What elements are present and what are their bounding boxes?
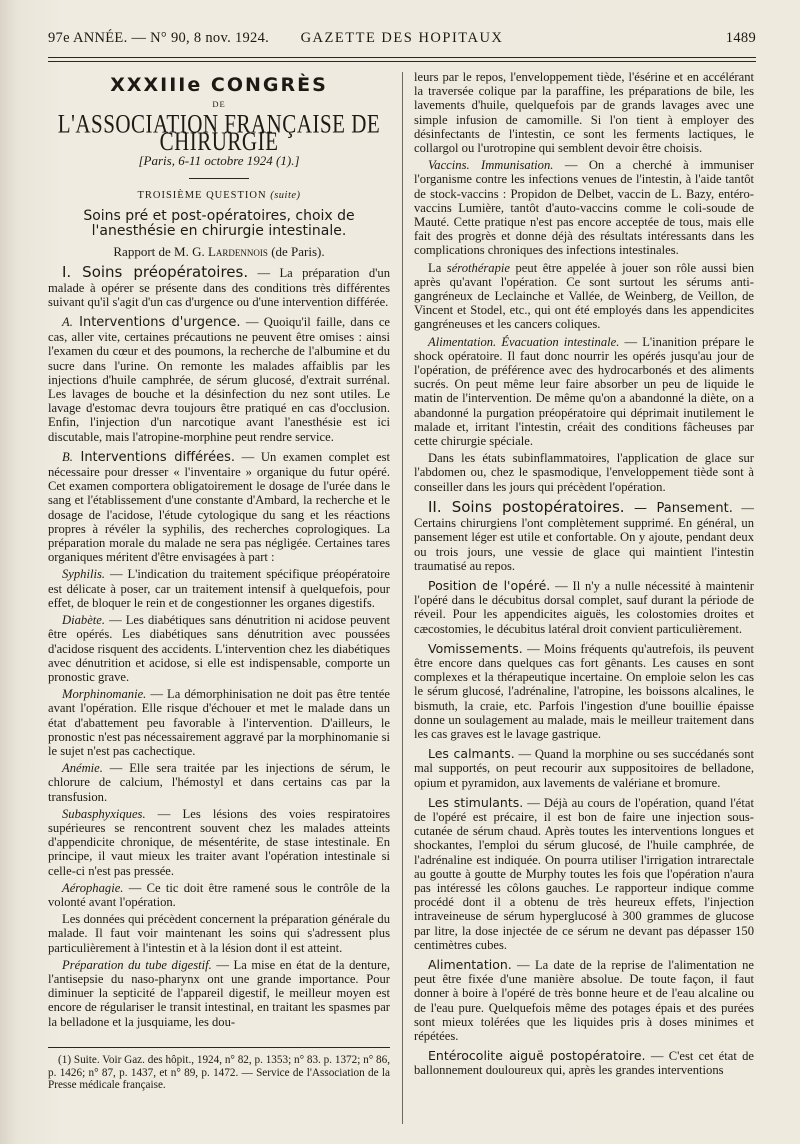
title-rule [189,178,249,179]
paragraph-syphilis: Syphilis. — L'indication du traitement spécifique préopératoire est délicate à poser, car un traitement intensif à quelquefois, pour effet, de bloquer le rein et de congestionner les organes digestifs. [48,567,390,610]
section-preoperative: I. Soins préopératoires. — La préparation d'un malade à opérer se présente dans des conditions très différentes suivant qu'il s'agit d'un cas d'urgence ou d'une intervention différée. [48,263,390,309]
paragraph-calmants: Les calmants. — Quand la morphine ou ses succédanés sont mal supportés, on peut recourir aux suppositoires de belladone, opium et pyramidon, aux lavements de valériane et bromure. [414,746,754,790]
paragraph-differees: B. Interventions différées. — Un examen complet est nécessaire pour dresser « l'inventaire » organique du futur opéré. Cet examen comportera obligatoirement le dosage de l'urée dans le sang et l'établissement d'une constante d'Ambard, la recherche et le dosage de l'acidose, l'étude cytologique du sang et les réactions propres à révéler la syphilis, des recherches coprologiques. La préparation morale du malade ne sera pas négligée. Certaines tares organiques méritent d'être envisagées à part : [48,449,390,565]
paragraph-urgence: A. Interventions d'urgence. — Quoiqu'il faille, dans ce cas, aller vite, certaines précautions ne peuvent être omises : ainsi l'examen du cœur et des poumons, la recherche de l'albumine et du sucre dans l'urine. On remonte les malades affaiblis par les injections d'huile camphrée, de sérum glucosé, d'extrait surrénal. Les lavages de bouche et la désinfection du nez sont utiles. Le lavage d'estomac devra toujours être pratiqué en cas d'occlusion. Enfin, l'injection d'un narcotique avant l'anesthésie est ici discutable, mais l'atropine-morphine peut rendre service. [48,315,390,444]
association-title: L'ASSOCIATION FRANÇAISE DE CHIRURGIE [57,109,381,157]
paragraph-vaccins: Vaccins. Immunisation. — On a cherché à immuniser l'organisme contre les infections venues de l'intestin, à l'aide tantôt de stock-vaccins : Propidon de Delbet, vaccin de L. Bazy, entéro-vaccins Lumière, tantôt d'auto-vaccins comme le coli-soude de Mauté. Cette pratique n'est pas encore acceptée de tous, mais elle fait des progrès et donne déjà des résultats intéressants dans les complications chroniques des infections intestinales. [414,158,754,258]
header-rule-thin [48,61,756,62]
paragraph-subasphyxiques: Subasphyxiques. — Les lésions des voies respiratoires supérieures se rencontrent souvent chez les malades atteints d'appendicite chronique, de mésentérite, de stase intestinale. En principe, il vaut mieux les traiter avant l'opération intestinale si celle-ci n'est pas pressée. [48,806,390,878]
paragraph-diabete: Diabète. — Les diabétiques sans dénutrition ni acidose peuvent être opérés. Les diabétiques sans dénutrition avec poussées d'acidose risquent des accidents. L'intervention chez les diabétiques avec dénutrition et acidose, si elle est indispensable, comporte un pronostic grave. [48,613,390,684]
paragraph-donnees: Les données qui précèdent concernent la préparation générale du malade. Il faut voir maintenant les soins qui s'adressent plus particulièrement à l'intestin et à la lésion dont il est atteint. [48,912,390,955]
subheading: Interventions d'urgence. [72,315,241,331]
journal-title: GAZETTE DES HOPITAUX [300,30,504,46]
rapport-byline: Rapport de M. G. Lardennois (de Paris). [113,244,325,260]
paragraph-subinflammatoires: Dans les états subinflammatoires, l'application de glace sur l'abdomen ou, chez le spasmodique, l'enveloppement tiède sont à conseiller dans les jours qui précèdent l'opération. [414,451,754,494]
header-rule [48,57,756,58]
paragraph-stimulants: Les stimulants. — Déjà au cours de l'opération, quand l'état de l'opéré est précaire, il est bon de faire une injection sous-cutanée de sérum chaud. Après toutes les interventions longues et shockantes, l'emploi du sérum glucosé, de l'huile camphrée, de l'adrénaline est indiquée. On pourra utiliser l'irrigation intrarectale au goutte à goutte de Murphy toutes les fois que l'opération n'aura pas intéressé les côlons gauches. Le rapporteur indique comme procédé dont il a obtenu de très heureux effets, l'injection intraveineuse de sérum hyperglucosé à 300 grammes de glucose par litre, la dose injectée de ce sérum ne devant pas dépasser 150 centimètres cubes. [414,794,754,952]
section-heading: II. Soins postopératoires. [428,497,625,516]
article-subject: Soins pré et post-opératoires, choix de l'anesthésie en chirurgie intestinale. [83,208,355,240]
paragraph-position: Position de l'opéré. — Il n'y a nulle nécessité à maintenir l'opéré dans le décubitus dorsal complet, sauf durant la période de réveil. Pour les appendicites aiguës, les colostomies droites et cæcostomies, le décubitus latéral droit convient particulièrement. [414,577,754,636]
paragraph-vomissements: Vomissements. — Moins fréquents qu'autrefois, ils peuvent être encore dans quelques cas fort gênants. Les causes en sont complexes et la thérapeutique incertaine. On emploie selon les cas le sérum glucosé, l'adrénaline, l'atropine, les boissons alcalines, le bismuth, la craie, etc. Parfois l'ingestion d'une bouillie épaisse donne un soulagement au malade, mais le meilleur traitement dans les cas graves est le lavage gastrique. [414,640,754,741]
left-column [48,70,390,1136]
section-postoperative: II. Soins postopératoires. — Pansement. — Certains chirurgiens l'ont complètement supprimé. En général, un pansement léger est utile et confortable. On y ajoute, pendant deux ou trois jours, une vessie de glace qui maintient l'intestin traumatisé au repos. [414,497,754,573]
subheading: Entérocolite aiguë postopératoire. [428,1048,646,1064]
subheading: Les stimulants. [428,794,524,810]
congress-place-date: [Paris, 6-11 octobre 1924 (1).] [138,152,300,168]
subheading: — Pansement. [624,500,733,516]
subheading: Alimentation. [428,956,512,972]
paragraph-alimentation: Alimentation. Évacuation intestinale. — L'inanition prépare le shock opératoire. Il faut donc nourrir les opérés jusqu'au jour de l'opération, de préférence avec des hydrocarbonés et des aliments sucrés. On peut même leur faire absorber un peu de liquide le matin de l'intervention. De même qu'on a abandonné la diète, on a abandonné la purgation préopératoire qui déprimait inutilement le malade et, irritant l'intestin, créait des conditions fâcheuses par cette chirurgie spéciale. [414,334,754,449]
paragraph-aerophagie: Aérophagie. — Ce tic doit être ramené sous le contrôle de la volonté avant l'opération. [48,880,390,909]
section-heading: I. Soins préopératoires. [62,263,249,282]
question-heading: TROISIÈME QUESTION (suite) [137,190,301,202]
paragraph-anemie: Anémie. — Elle sera traitée par les injections de sérum, le chlorure de calcium, l'hémostyl et dans certains cas par la transfusion. [48,761,390,804]
column-divider [402,72,403,1124]
issue-info: 97e ANNÉE. — N° 90, 8 nov. 1924. [48,30,270,46]
congress-title: XXXIIIe CONGRÈS [110,74,328,96]
right-column [414,70,754,1136]
paragraph-alimentation-post: Alimentation. — La date de la reprise de l'alimentation ne peut être fixée d'une manière absolue. De toute façon, il faut donner à boire à l'opéré de très bonne heure et de l'eau alcaline ou de l'eau pure. Quelquefois même des potages épais et des purées sont mieux tolérées que les liquides pris à doses minimes et répétées. [414,956,754,1043]
subheading: Vomissements. [428,640,523,656]
subheading: Position de l'opéré. [428,577,551,593]
subheading: Les calmants. [428,746,515,762]
title-de: DE [212,99,226,110]
paragraph-morphinomanie: Morphinomanie. — La démorphinisation ne doit pas être tentée avant l'opération. Elle risque d'échouer et met le malade dans un état d'abattement peu favorable à l'intervention. D'ailleurs, le pronostic n'est pas nécessairement aggravé par la morphinomanie si le sujet n'est pas cachectique. [48,687,390,758]
page-number: 1489 [725,30,756,46]
subheading: Interventions différées. [72,449,236,465]
footnote-rule [48,1047,390,1048]
running-head [48,30,756,52]
paragraph-continuation: leurs par le repos, l'enveloppement tiède, l'ésérine et en accélérant la traversée colique par la paraffine, les préparations de bile, les lavements d'huile, quelquefois par de grands lavages avec une simple infusion de camomille. Si l'on tient à employer des désinfectants de l'intestin, ce sont les ferments lactiques, le collargol ou l'urotropine qui semblent devoir être choisis. [414,70,754,156]
paragraph-serotherapie: La sérothérapie peut être appelée à jouer son rôle aussi bien après qu'avant l'opération. Ce sont surtout les sérums anti-gangréneux de Leclainche et Vallée, de Weinberg, de Veillon, de Vincent et Stodel, etc., qui ont été employés dans les appendicites gangréneuses et les cancers coliques. [414,260,754,332]
footnote: (1) Suite. Voir Gaz. des hôpit., 1924, n° 82, p. 1353; n° 83. p. 1372; n° 86, p. 1426; n° 87, p. 1437, et n° 89, p. 1472. — Service de l'Association de la Presse médicale française. [48,1053,390,1092]
paragraph-preparation-tube: Préparation du tube digestif. — La mise en état de la denture, l'antisepsie du naso-pharynx ont une grande importance. Pour diminuer la septicité de l'appareil digestif, le meilleur moyen est encore de régulariser le transit intestinal, en traitant les spasmes par la belladone et la jusquiame, les dou- [48,957,390,1029]
paragraph-enterocolite: Entérocolite aiguë postopératoire. — C'est cet état de ballonnement douloureux qui, après les grandes interventions [414,1048,754,1078]
